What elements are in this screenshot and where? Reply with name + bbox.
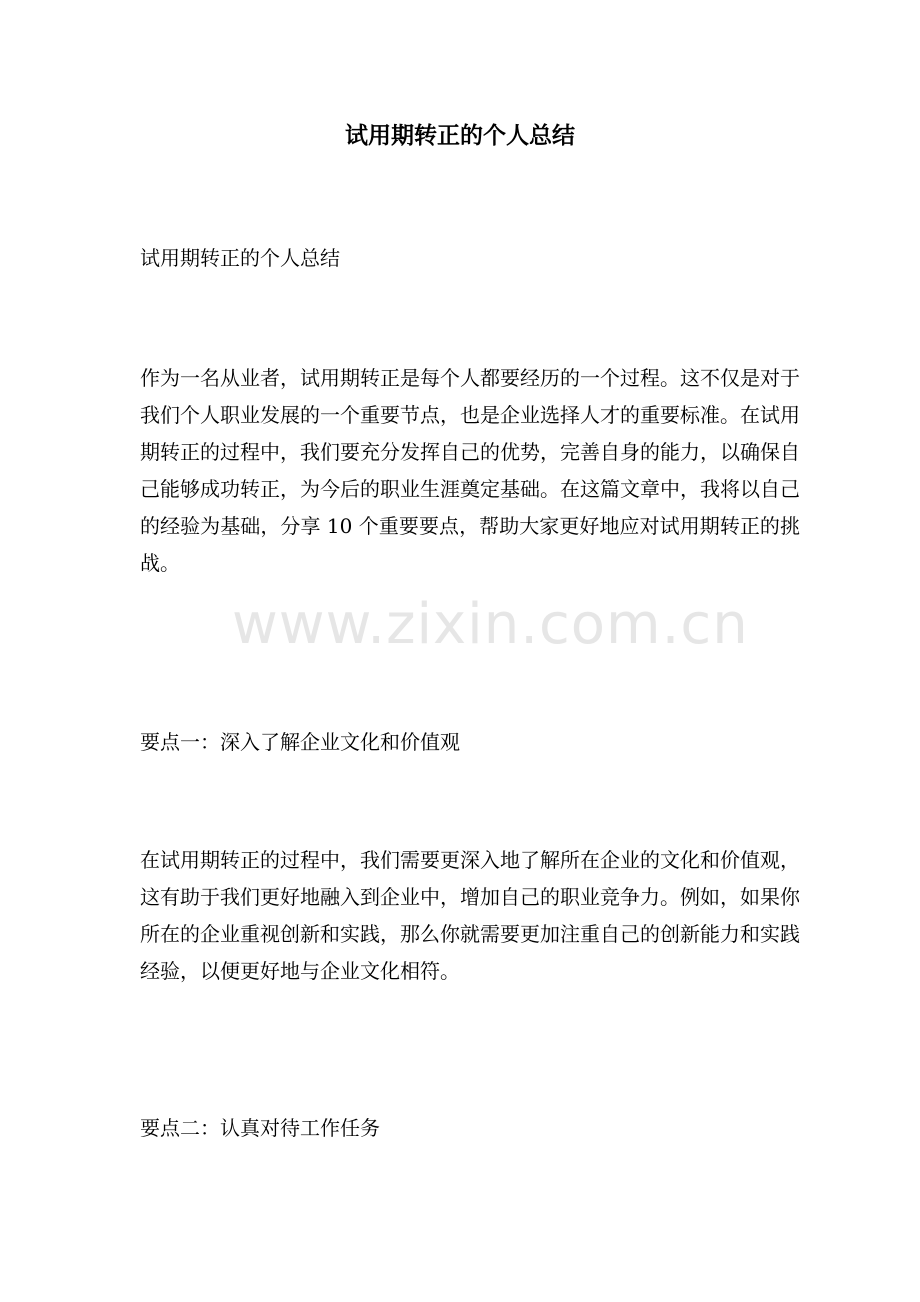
- section-body-1: 在试用期转正的过程中，我们需要更深入地了解所在企业的文化和价值观，这有助于我们更好地融入到企业中，增加自己的职业竞争力。例如，如果你所在的企业重视创新和实践，那么你就需要更加注重自己的创新能力和实践经验，以便更好地与企业文化相符。: [140, 848, 800, 983]
- intro-paragraph: 作为一名从业者，试用期转正是每个人都要经历的一个过程。这不仅是对于我们个人职业发展的一个重要节点，也是企业选择人才的重要标准。在试用期转正的过程中，我们要充分发挥自己的优势，完善自身的能力，以确保自己能够成功转正，为今后的职业生涯奠定基础。在这篇文章中，我将以自己的经验为基础，分享 10 个重要要点，帮助大家更好地应对试用期转正的挑战。: [140, 366, 800, 575]
- section-heading-2: 要点二：认真对待工作任务: [140, 1116, 380, 1140]
- watermark: www.zixin.com.cn: [232, 592, 749, 657]
- document-title: 试用期转正的个人总结: [345, 122, 575, 149]
- section-heading-1: 要点一：深入了解企业文化和价值观: [140, 730, 460, 754]
- document-subtitle: 试用期转正的个人总结: [140, 246, 340, 270]
